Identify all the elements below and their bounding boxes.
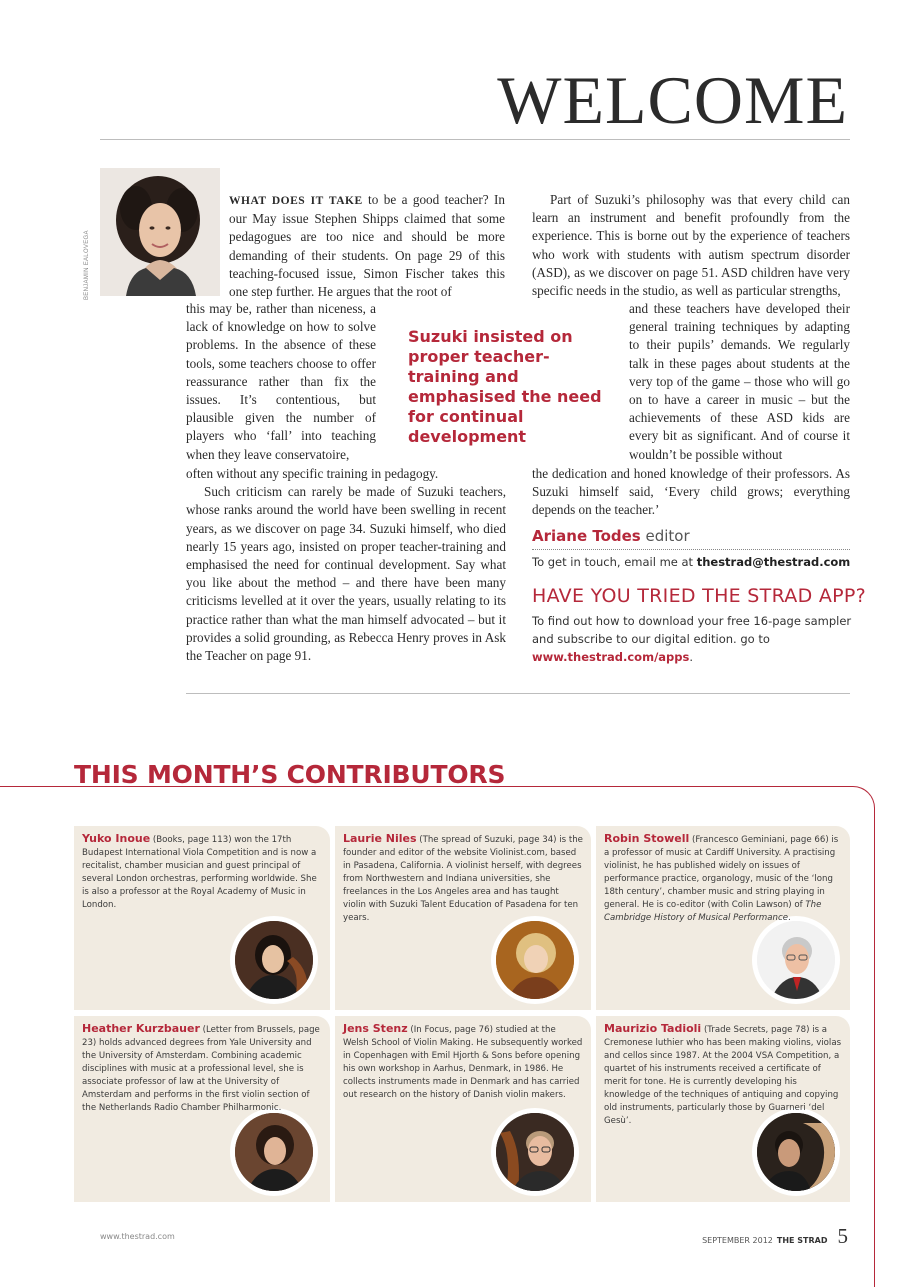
- footer-issue: [702, 1224, 848, 1249]
- contributor-ref: (Letter from Brussels, page 23): [82, 1025, 320, 1048]
- page-title: WELCOME: [497, 62, 848, 138]
- editorial-paragraph: [229, 191, 505, 301]
- contributor-name: Heather Kurzbauer: [82, 1022, 200, 1035]
- page-number: 5: [837, 1224, 848, 1248]
- photo-credit: BENJAMIN EALOVEGA: [84, 230, 90, 300]
- magazine-name: THE STRAD: [776, 1236, 828, 1245]
- footer-url[interactable]: www.thestrad.com: [100, 1232, 175, 1241]
- app-text: [532, 612, 852, 666]
- issue-date: SEPTEMBER 2012: [702, 1236, 773, 1245]
- contributor-bio: is a Cremonese luthier who has been making violins, violas and cellos since 1987. At the 2004 VSA Competition, a quartet of his instruments received a certificate of merit for tone. He is currently developing his knowledge of the techniques of antiquing and copying old instruments, particularly those by Guarneri ‘del Gesù’.: [604, 1025, 842, 1126]
- contributor-ref: (Francesco Geminiani, page 66): [689, 835, 829, 845]
- contributor-card: [335, 1016, 591, 1202]
- contributor-name: Maurizio Tadioli: [604, 1022, 702, 1035]
- editor-photo: [100, 168, 220, 296]
- contributor-ref: (The spread of Suzuki, page 34): [416, 835, 557, 845]
- pull-quote: Suzuki insisted on proper teacher-training and emphasised the need for continual development: [408, 327, 602, 446]
- divider: [100, 139, 850, 140]
- contributor-card: [74, 1016, 330, 1202]
- contributor-bio: is the founder and editor of the website Violinist.com, based in Pasadena, California. A violinist herself, with degrees from Northwestern and Indiana universities, she freelances in the Los Angeles area and has taught violin with Suzuki Talent Education of Pasadena for ten years.: [343, 835, 583, 923]
- contributor-photo: [491, 1108, 579, 1196]
- contributor-bio: is a professor of music at Cardiff University. A practising violinist, he has published widely on issues of performance practice, organology, music of the ‘long 18th century’, chamber music and string playing in general. He is co-editor (with Colin Lawson) of: [604, 835, 839, 910]
- contributor-card: [596, 826, 850, 1010]
- contributor-name: Robin Stowell: [604, 832, 690, 845]
- contributor-card: [596, 1016, 850, 1202]
- editorial-text: Part of Suzuki’s philosophy was that every child can learn an instrument and benefit profoundly from the experience. This is borne out by the experience of teachers who work with students with autism spectrum disorder (ASD), as we discover on page 51. ASD children have very specific needs in the studio, as well as particular strengths,: [532, 192, 850, 299]
- contact-email-link[interactable]: thestrad@thestrad.com: [696, 555, 851, 569]
- editorial-text: and these teachers have developed their general training techniques by adapting to their pupils’ demands. We regularly talk in these pages about students at the very top of the game – those who will go on to have a career in music – but the achievements of these ASD kids are every bit as significant. And of course it wouldn’t be possible without: [629, 301, 850, 462]
- editorial-text: this may be, rather than niceness, a lack of knowledge on how to solve problems. In the absence of these tools, some teachers choose to offer reassurance rather than fix the issues. It’s contentious, but plausible given the number of players who ‘fall’ into teaching when they leave conservatoire,: [186, 301, 376, 462]
- contributors-heading: THIS MONTH’S CONTRIBUTORS: [74, 760, 506, 789]
- contributor-bio: holds advanced degrees from Yale University and the University of Amsterdam. Combining academic disciplines with music at a professional level, she is associate professor of law at the University of Amsterdam and performs in the first violin section of the Netherlands Radio Chamber Philharmonic.: [82, 1038, 312, 1113]
- app-body-text: To find out how to download your free 16-page sampler and subscribe to our digital edition. go to: [532, 614, 852, 646]
- contributor-card: [74, 826, 330, 1010]
- contributor-ref: (Trade Secrets, page 78): [701, 1025, 810, 1035]
- lead-in: WHAT DOES IT TAKE: [229, 195, 363, 207]
- editorial-text: to be a good teacher? In our May issue Stephen Shipps claimed that some pedagogues are too nice and should be more demanding of their students. On page 29 of this teaching-focused issue, Simon Fischer takes this one step further. He argues that the root of: [229, 192, 505, 300]
- contributor-ref: (In Focus, page 76): [407, 1025, 493, 1035]
- contributor-bio: studied at the Welsh School of Violin Making. He subsequently worked in Copenhagen with Emil Hjorth & Sons before opening his own workshop in Aarhus, Denmark, in 1986. He collects instruments made in Denmark and has carried out research on the history of Danish violin makers.: [343, 1025, 583, 1100]
- editorial-text: the dedication and honed knowledge of their professors. As Suzuki himself said, ‘Every child grows; everything depends on the teacher.’: [532, 466, 850, 518]
- editorial-text: often without any specific training in pedagogy.: [186, 466, 439, 481]
- contributor-card: [335, 826, 591, 1010]
- app-heading: HAVE YOU TRIED THE STRAD APP?: [532, 585, 867, 607]
- contributor-bio-end: .: [788, 913, 791, 923]
- app-body-end: .: [689, 650, 693, 664]
- contributor-photo: [230, 1108, 318, 1196]
- contributor-photo: [491, 916, 579, 1004]
- editor-signature: [532, 527, 690, 545]
- contributor-name: Jens Stenz: [343, 1022, 408, 1035]
- contributor-name: Laurie Niles: [343, 832, 417, 845]
- contact-line: [532, 555, 850, 569]
- editorial-paragraph: [186, 465, 506, 665]
- contributor-bio: won the 17th Budapest International Viola Competition and is now a recitalist, chamber musician and guest principal of several London orchestras, performing worldwide. She is also a professor at the Royal Academy of Music in London.: [82, 835, 317, 910]
- app-link[interactable]: www.thestrad.com/apps: [532, 650, 690, 664]
- contact-text: To get in touch, email me at: [532, 555, 697, 569]
- editorial-text: Such criticism can rarely be made of Suzuki teachers, whose ranks around the world have been swelling in recent years, as we discover on page 34. Suzuki himself, who died nearly 15 years ago, insisted on proper teacher-training and emphasised the need for continual development. Say what you like about the method – and there have been many criticisms levelled at it over the years, usually relating to its practice rather than what the man himself advocated – but it provides a solid grounding, as Rebecca Henry proves in Ask the Teacher on page 91.: [186, 484, 506, 664]
- editor-name: Ariane Todes: [532, 527, 641, 545]
- contributor-ref: (Books, page 113): [150, 835, 232, 845]
- divider: [186, 693, 850, 694]
- contributor-photo: [230, 916, 318, 1004]
- dotted-divider: [532, 549, 850, 550]
- contributor-photo: [752, 916, 840, 1004]
- editor-role: editor: [640, 527, 690, 545]
- contributor-name: Yuko Inoue: [82, 832, 151, 845]
- contributor-book-title: The Cambridge History of Musical Performance: [604, 900, 822, 923]
